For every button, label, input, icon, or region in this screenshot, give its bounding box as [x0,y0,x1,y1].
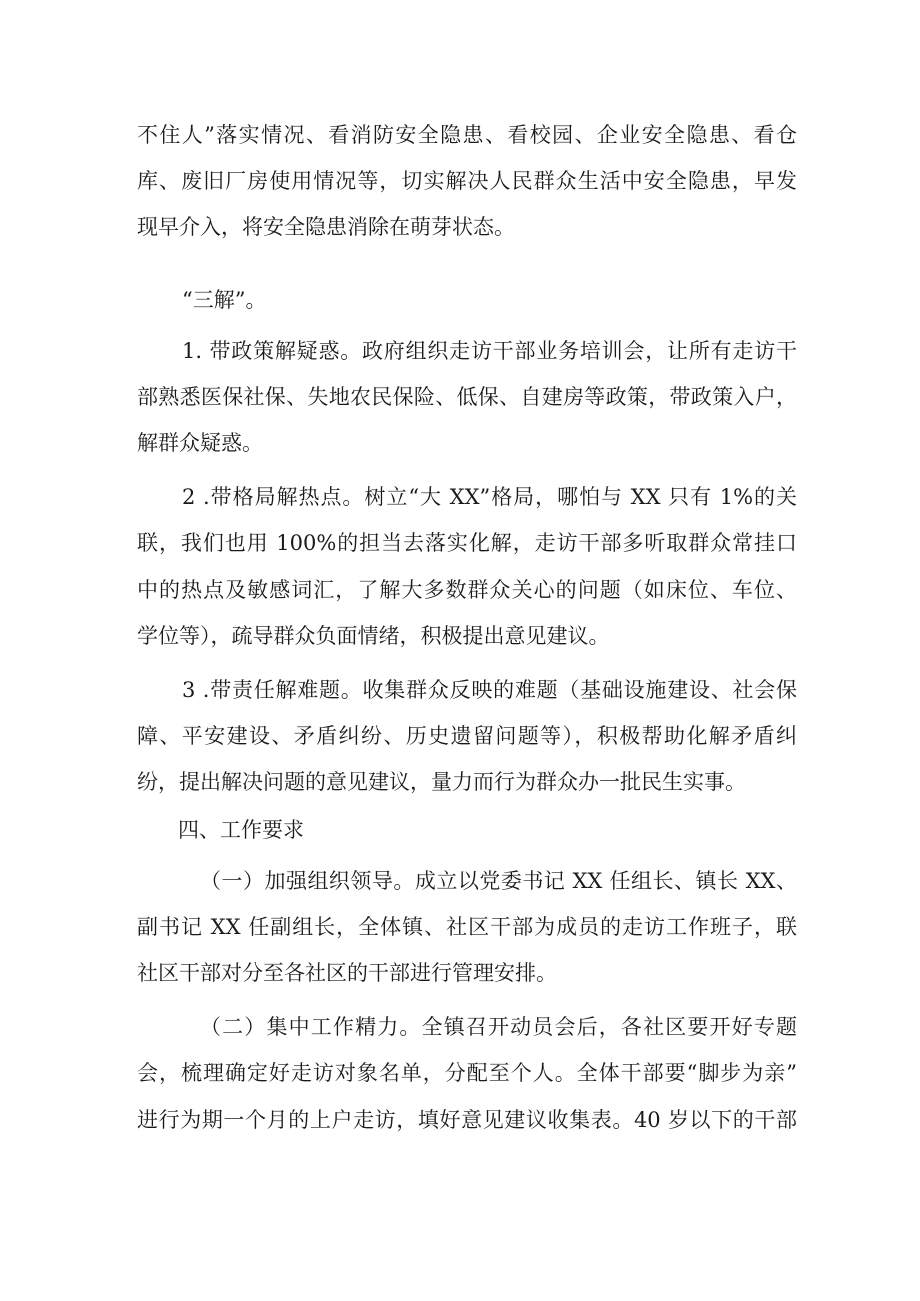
paragraph-line: 3 .带责任解难题。收集群众反映的难题（基础设施建设、社会保 [182,678,797,702]
paragraph-line: 不住人”落实情况、看消防安全隐患、看校园、企业安全隐患、看仓 [137,123,797,147]
paragraph-line: 社区干部对分至各社区的干部进行管理安排。 [137,961,557,985]
paragraph-line: 库、废旧厂房使用情况等，切实解决人民群众生活中安全隐患，早发 [137,169,797,193]
paragraph-line: 学位等），疏导群众负面情绪，积极提出意见建议。 [137,624,610,648]
paragraph-line: 中的热点及敏感词汇，了解大多数群众关心的问题（如床位、车位、 [137,578,797,602]
paragraph-line: 纷，提出解决问题的意见建议，量力而行为群众办一批民生实事。 [137,770,746,794]
paragraph-line: （一）加强组织领导。成立以党委书记 XX 任组长、镇长 XX、 [200,869,797,893]
paragraph-line: 障、平安建设、矛盾纠纷、历史遗留问题等），积极帮助化解矛盾纠 [137,724,797,748]
paragraph-line: （二）集中工作精力。全镇召开动员会后，各社区要开好专题 [200,1015,797,1039]
paragraph-line: 1. 带政策解疑惑。政府组织走访干部业务培训会，让所有走访干 [182,339,797,363]
paragraph-line: 进行为期一个月的上户走访，填好意见建议收集表。40 岁以下的干部 [137,1108,797,1132]
paragraph-line: 现早介入，将安全隐患消除在萌芽状态。 [137,215,515,239]
paragraph-line: 联，我们也用 100%的担当去落实化解，走访干部多听取群众常挂口 [137,531,797,555]
section-heading: 四、工作要求 [178,818,304,842]
paragraph-line: 会，梳理确定好走访对象名单，分配至个人。全体干部要“脚步为亲” [137,1061,797,1085]
section-heading: “三解”。 [182,288,267,312]
paragraph-line: 部熟悉医保社保、失地农民保险、低保、自建房等政策，带政策入户， [137,385,797,409]
paragraph-line: 副书记 XX 任副组长，全体镇、社区干部为成员的走访工作班子，联 [137,915,797,939]
paragraph-line: 解群众疑惑。 [137,431,263,455]
paragraph-line: 2 .带格局解热点。树立“大 XX”格局，哪怕与 XX 只有 1%的关 [182,485,797,509]
